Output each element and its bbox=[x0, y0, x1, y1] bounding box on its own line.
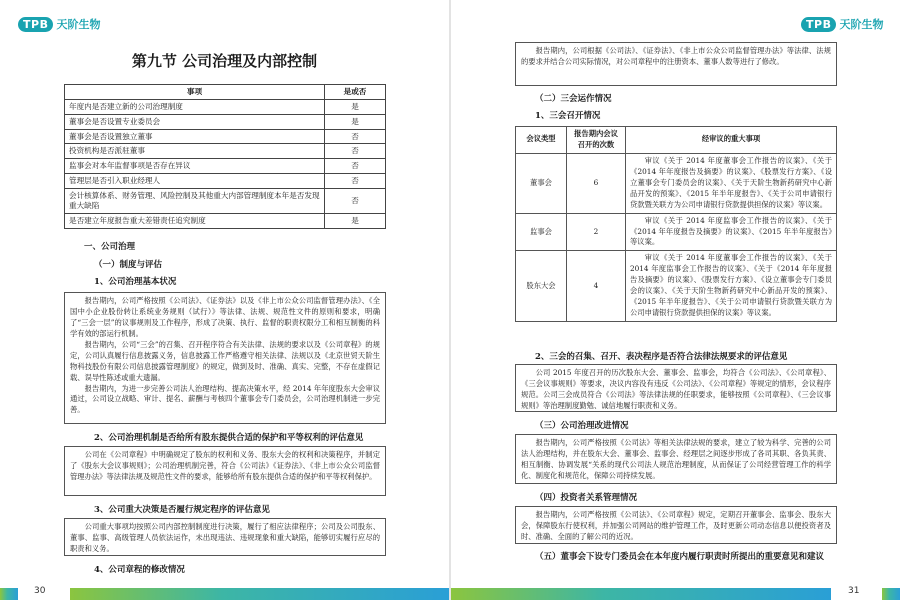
paragraph: 公司 2015 年度召开的历次股东大会、董事会、监事会，均符合《公司法》、《公司章程》、《三会议事规则》等要求，决议内容没有违反《公司法》、《公司章程》等规定的情形，会议程序规范。公司三会成员符合《公司法》等法律法规的任职要求，能够按照《公司章程》、《三会议事规则》等治理制度勤勉、诚信地履行职责和义务。 bbox=[521, 368, 831, 410]
header-meeting-type: 会议类型 bbox=[516, 127, 567, 154]
shareholder-protection-box bbox=[64, 446, 386, 496]
articles-amendment-box bbox=[515, 42, 837, 86]
brand-badge: TPB bbox=[801, 17, 836, 32]
footer-stripe-left bbox=[70, 588, 449, 600]
meeting-count-cell: 6 bbox=[567, 153, 626, 213]
governance-improvement-box bbox=[515, 434, 837, 484]
basic-status-box bbox=[64, 292, 386, 424]
brand-logo bbox=[18, 16, 100, 32]
item-cell: 管理层是否引入职业经理人 bbox=[65, 174, 325, 189]
meeting-type-cell: 董事会 bbox=[516, 153, 567, 213]
table-row bbox=[65, 213, 386, 228]
table-header-row bbox=[516, 127, 837, 154]
meeting-count-cell: 4 bbox=[567, 251, 626, 322]
meetings-table bbox=[515, 126, 837, 322]
paragraph: 报告期内，公司根据《公司法》、《证券法》、《非上市公众公司监督管理办法》等法律、法规的要求并结合公司实际情况，对公司章程中的注册资本、董事人数等进行了修改。 bbox=[521, 46, 831, 66]
answer-cell: 否 bbox=[325, 174, 386, 189]
page-number-right: 31 bbox=[848, 586, 860, 596]
brand-logo bbox=[801, 16, 883, 32]
answer-cell: 是 bbox=[325, 114, 386, 129]
table-row bbox=[65, 159, 386, 174]
table-row bbox=[516, 213, 837, 251]
page-number-left: 30 bbox=[34, 586, 46, 596]
matters-cell: 审议《关于 2014 年度监事会工作报告的议案》、《关于《2014 年年度报告及摘要》的议案》、《2015 年半年度报告》等议案。 bbox=[626, 213, 837, 251]
answer-cell: 否 bbox=[325, 144, 386, 159]
table-row bbox=[65, 129, 386, 144]
heading-governance-improvement: （三）公司治理改进情况 bbox=[535, 421, 629, 431]
heading-meeting-count: 1、三会召开情况 bbox=[535, 111, 601, 121]
governance-checklist-table bbox=[64, 84, 386, 229]
heading-articles-amendment: 4、公司章程的修改情况 bbox=[94, 565, 185, 575]
heading-investor-relations: （四）投资者关系管理情况 bbox=[535, 493, 638, 503]
meeting-type-cell: 监事会 bbox=[516, 213, 567, 251]
footer-stripe-right bbox=[451, 588, 831, 600]
answer-cell: 是 bbox=[325, 99, 386, 114]
item-cell: 会计核算体系、财务管理、风险控制及其他重大内部管理制度本年是否发现重大缺陷 bbox=[65, 189, 325, 214]
heading-procedure-evaluation: 2、三会的召集、召开、表决程序是否符合法律法规要求的评估意见 bbox=[535, 352, 788, 362]
right-page bbox=[451, 0, 900, 600]
item-cell: 董事会是否设置独立董事 bbox=[65, 129, 325, 144]
answer-cell: 否 bbox=[325, 129, 386, 144]
item-cell: 董事会是否设置专业委员会 bbox=[65, 114, 325, 129]
table-row bbox=[516, 153, 837, 213]
section-title: 第九节 公司治理及内部控制 bbox=[131, 52, 318, 70]
item-cell: 是否建立年度报告重大差错责任追究制度 bbox=[65, 213, 325, 228]
paragraph: 公司在《公司章程》中明确规定了股东的权利和义务、股东大会的权利和决策程序，并制定了《股东大会议事规则》；公司治理机制完善，符合《公司法》《证券法》、《非上市公众公司监督管理办法》等法律法规及规范性文件的要求，能够给所有股东提供合适的保护和平等权利保护。 bbox=[70, 450, 380, 481]
table-row bbox=[65, 144, 386, 159]
paragraph: 报告期内，公司“三会”的召集、召开程序符合有关法律、法规的要求以及《公司章程》的规定，公司认真履行信息披露义务，信息披露工作严格遵守相关法律、法规以及《北京世贸天阶生物科技股份有限公司信息披露管理制度》的规定，做到及时、准确、真实、完整，不存在虚假记载、误导性陈述或重大遗漏。 bbox=[70, 339, 380, 382]
investor-relations-box bbox=[515, 506, 837, 544]
footer-stripe-right-edge bbox=[882, 588, 900, 600]
decision-procedure-box bbox=[64, 518, 386, 556]
table-header-item: 事项 bbox=[65, 85, 325, 100]
paragraph: 报告期内，为进一步完善公司法人治理结构、提高决策水平，经 2014 年年度股东大会审议通过，公司设立战略、审计、提名、薪酬与考核四个董事会专门委员会，公司治理机制进一步完善。 bbox=[70, 383, 380, 415]
table-row bbox=[65, 174, 386, 189]
heading-decision-procedure: 3、公司重大决策是否履行规定程序的评估意见 bbox=[94, 505, 270, 515]
item-cell: 投资机构是否派驻董事 bbox=[65, 144, 325, 159]
answer-cell: 否 bbox=[325, 159, 386, 174]
header-meeting-count: 报告期内会议召开的次数 bbox=[567, 127, 626, 154]
table-row bbox=[65, 189, 386, 214]
table-row bbox=[516, 251, 837, 322]
answer-cell: 否 bbox=[325, 189, 386, 214]
heading-basic-status: 1、公司治理基本状况 bbox=[94, 277, 177, 287]
left-page bbox=[0, 0, 449, 600]
matters-cell: 审议《关于 2014 年度董事会工作报告的议案》、《关于 2014 年度监事会工作报告的议案》、《关于《2014 年年度报告及摘要》的议案》、《股票发行方案》、《设立董事会专门委员会的议案》、《关于天阶生物新药研究中心新品开发的预案》、《2015 年半年度报告》、《关于公司申请银行贷款暨关联方为公司申请银行贷款提供担保的议案》等议案。 bbox=[626, 251, 837, 322]
brand-name: 天阶生物 bbox=[56, 18, 101, 31]
paragraph: 报告期内，公司严格按照《公司法》、《证券法》以及《非上市公众公司监督管理办法》、《全国中小企业股份转让系统业务规则（试行）》等法律、法规、规范性文件的原则和要求，明确了“三会一层”的议事规则及工作程序，形成了决策、执行、监督的职责权限分工和相互制衡的科学有效的部运行机制。 bbox=[70, 296, 380, 338]
header-major-matters: 经审议的重大事项 bbox=[626, 127, 837, 154]
heading-shareholder-protection: 2、公司治理机制是否给所有股东提供合适的保护和平等权利的评估意见 bbox=[94, 433, 364, 443]
heading-committee-suggestions: （五）董事会下设专门委员会在本年度内履行职责时所提出的重要意见和建议 bbox=[535, 552, 825, 562]
brand-name: 天阶生物 bbox=[839, 18, 884, 31]
table-row bbox=[65, 99, 386, 114]
heading-system-evaluation: （一）制度与评估 bbox=[94, 260, 163, 270]
table-row bbox=[65, 114, 386, 129]
table-header-row bbox=[65, 85, 386, 100]
item-cell: 年度内是否建立新的公司治理制度 bbox=[65, 99, 325, 114]
footer-stripe-left-edge bbox=[0, 588, 18, 600]
footer bbox=[0, 582, 900, 600]
meeting-count-cell: 2 bbox=[567, 213, 626, 251]
matters-cell: 审议《关于 2014 年度董事会工作报告的议案》、《关于《2014 年年度报告及摘要》的议案》、《股票发行方案》、《设立董事会专门委员会的议案》、《关于天阶生物新药研究中心新品开发的预案》、《2015 年半年度报告》、《关于公司申请银行贷款暨关联方为公司申请银行贷款提供担保的议案》等议案。 bbox=[626, 153, 837, 213]
meeting-type-cell: 股东大会 bbox=[516, 251, 567, 322]
heading-three-meetings: （二）三会运作情况 bbox=[535, 94, 612, 104]
answer-cell: 是 bbox=[325, 213, 386, 228]
heading-corporate-governance: 一、公司治理 bbox=[84, 242, 136, 252]
paragraph: 报告期内，公司严格按照《公司法》、《公司章程》规定，定期召开董事会、监事会、股东大会，保障股东行使权利，并加强公司网站的维护管理工作，及时更新公司动态信息以便投资者及时、准确、全面的了解公司的近况。 bbox=[521, 510, 831, 541]
paragraph: 报告期内，公司严格按照《公司法》等相关法律法规的要求，建立了较为科学、完善的公司法人治理结构，并在股东大会、董事会、监事会、经理层之间逐步形成了各司其职、各负其责、相互制衡、协调发展“关系的现代公司法人规范治理制度，从而保证了公司经营管理工作的科学化、制度化和规范化，保障公司持续发展。 bbox=[521, 438, 831, 480]
brand-badge: TPB bbox=[18, 17, 53, 32]
item-cell: 监事会对本年监督事项是否存在异议 bbox=[65, 159, 325, 174]
procedure-evaluation-box bbox=[515, 364, 837, 412]
paragraph: 公司重大事项均按照公司内部控制制度进行决策，履行了相应法律程序；公司及公司股东、董事、监事、高级管理人员依法运作，未出现违法、违规现象和重大缺陷，能够切实履行应尽的职责和义务。 bbox=[70, 522, 380, 553]
table-header-answer: 是或否 bbox=[325, 85, 386, 100]
